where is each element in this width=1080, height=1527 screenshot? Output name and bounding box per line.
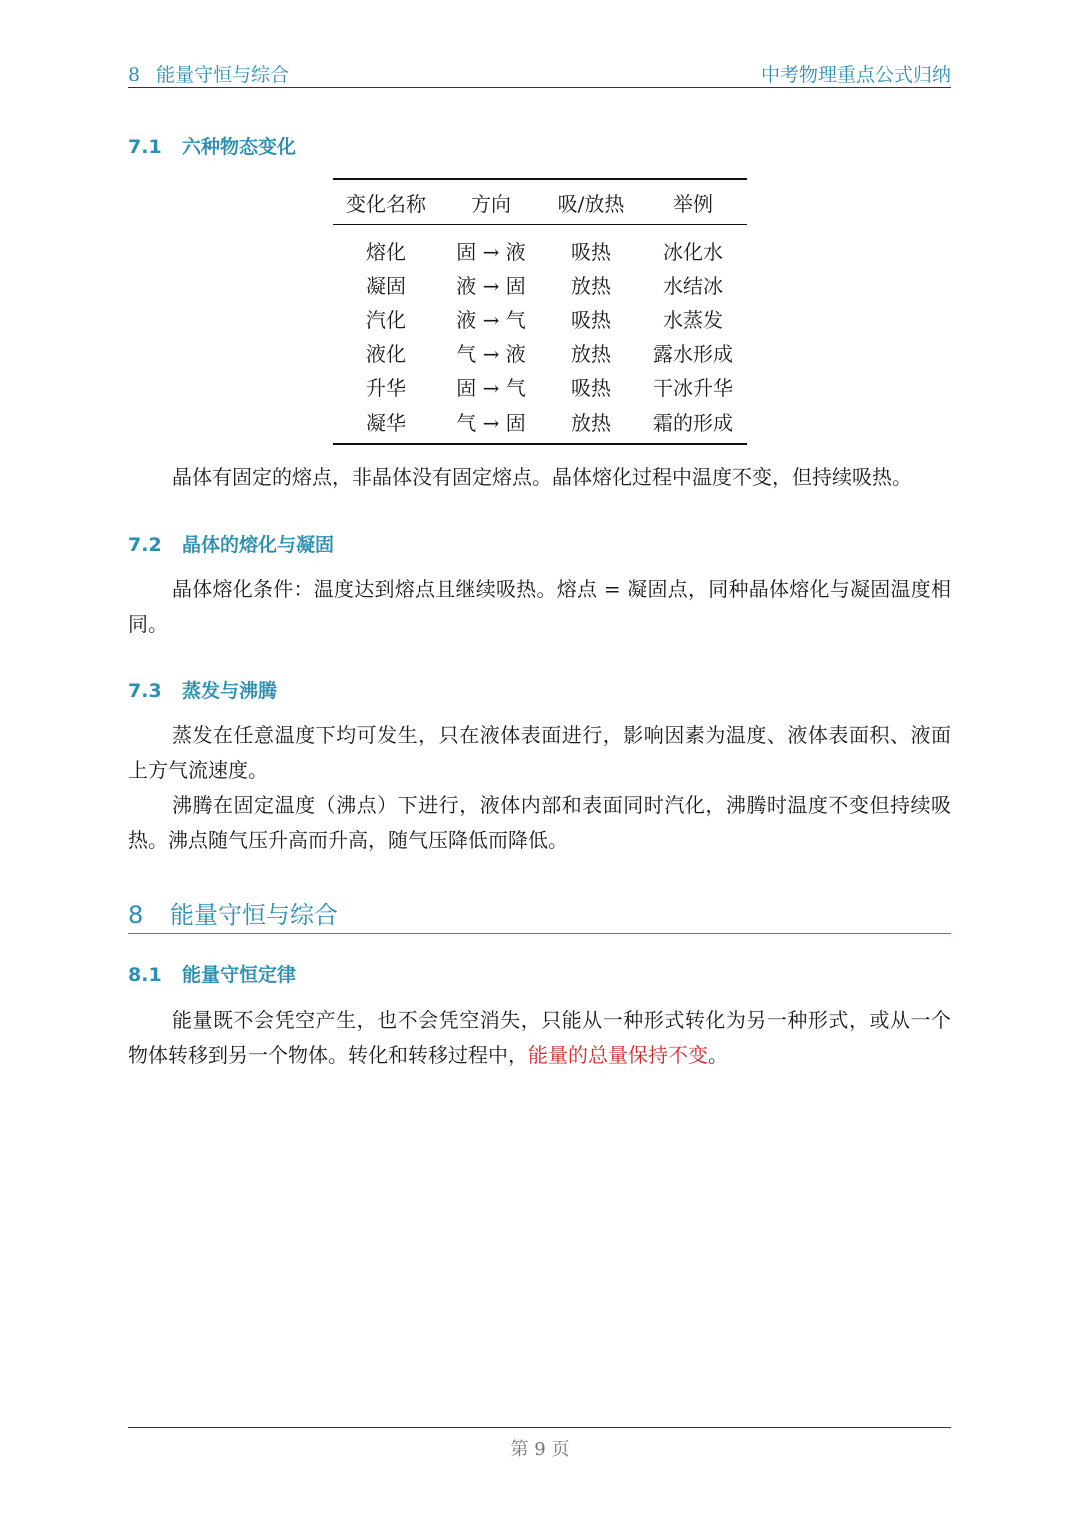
table-cell: 气 → 液 — [456, 341, 526, 366]
table-row — [333, 301, 747, 335]
table-cell: 放热 — [571, 273, 611, 298]
page-number: 第 9 页 — [510, 1439, 570, 1460]
paragraph-main-text: 能量既不会凭空产生，也不会凭空消失，只能从一种形式转化为另一种形式，或从一个物体转移到另一个物体。转化和转移过程中， — [128, 1008, 951, 1067]
heading-8-1 — [128, 960, 296, 987]
heading-title: 六种物态变化 — [182, 136, 297, 158]
table-row — [333, 225, 747, 268]
table-cell: 吸热 — [571, 375, 611, 400]
paragraph-text: 蒸发在任意温度下均可发生，只在液体表面进行，影响因素为温度、液体表面积、液面上方气流速度。 — [128, 723, 951, 782]
table-cell: 放热 — [543, 403, 639, 444]
table-cell: 气 → 固 — [439, 403, 543, 444]
heading-number: 8 — [128, 901, 144, 929]
highlighted-text: 能量的总量保持不变 — [528, 1043, 708, 1067]
table-cell: 液化 — [366, 341, 406, 366]
paragraph-7-3 — [128, 718, 951, 858]
table-row — [333, 335, 747, 369]
column-header: 变化名称 — [333, 179, 439, 225]
heading-number: 7.3 — [128, 680, 162, 702]
table-cell: 霜的形成 — [639, 403, 747, 444]
paragraph-text: 晶体有固定的熔点，非晶体没有固定熔点。晶体熔化过程中温度不变，但持续吸热。 — [172, 465, 912, 489]
heading-number: 7.2 — [128, 534, 162, 556]
phase-change-table — [333, 178, 747, 445]
heading-title: 能量守恒与综合 — [170, 901, 338, 929]
column-header: 举例 — [639, 179, 747, 225]
table-row — [333, 403, 747, 444]
section-divider — [128, 933, 951, 934]
paragraph-7-1 — [128, 460, 951, 495]
table-cell: 吸热 — [571, 307, 611, 332]
heading-title: 晶体的熔化与凝固 — [182, 534, 335, 556]
table-cell: 水蒸发 — [663, 307, 723, 332]
section-heading-8 — [128, 895, 338, 930]
running-header — [128, 58, 951, 86]
table-cell: 升华 — [366, 375, 406, 400]
table-cell: 熔化 — [366, 239, 406, 264]
table-cell: 汽化 — [366, 307, 406, 332]
paragraph-8-1 — [128, 1003, 951, 1073]
heading-number: 7.1 — [128, 136, 162, 158]
table-row — [333, 267, 747, 301]
header-chapter-number: 8 — [128, 64, 141, 86]
table-cell: 水结冰 — [663, 273, 723, 298]
table-cell: 固 → 气 — [456, 375, 526, 400]
heading-title: 能量守恒定律 — [182, 964, 297, 986]
table-cell: 吸热 — [571, 239, 611, 264]
header-divider — [128, 87, 951, 88]
header-chapter-title: 能量守恒与综合 — [156, 64, 290, 86]
table-cell: 露水形成 — [653, 341, 733, 366]
table-cell: 固 → 液 — [456, 239, 526, 264]
column-header: 吸/放热 — [543, 179, 639, 225]
header-document-title: 中考物理重点公式归纳 — [760, 64, 951, 86]
paragraph-text: 沸腾在固定温度（沸点）下进行，液体内部和表面同时汽化，沸腾时温度不变但持续吸热。沸点随气压升高而升高，随气压降低而降低。 — [128, 793, 951, 852]
footer-divider — [128, 1427, 951, 1428]
column-header: 方向 — [439, 179, 543, 225]
header-chapter — [128, 60, 289, 87]
heading-7-3 — [128, 676, 277, 703]
paragraph-end-punctuation: 。 — [708, 1043, 728, 1067]
table-cell: 干冰升华 — [653, 375, 733, 400]
table-cell: 凝华 — [333, 403, 439, 444]
heading-number: 8.1 — [128, 964, 162, 986]
paragraph-7-2 — [128, 572, 951, 642]
paragraph-text: 晶体熔化条件：温度达到熔点且继续吸热。熔点 = 凝固点，同种晶体熔化与凝固温度相同。 — [128, 577, 951, 636]
heading-7-2 — [128, 530, 334, 557]
heading-7-1 — [128, 132, 296, 159]
table-cell: 放热 — [571, 341, 611, 366]
table-cell: 液 → 气 — [456, 307, 526, 332]
table-cell: 凝固 — [366, 273, 406, 298]
table-row — [333, 369, 747, 403]
paragraph-text — [128, 1003, 951, 1073]
table-header-row — [333, 179, 747, 225]
heading-title: 蒸发与沸腾 — [182, 680, 278, 702]
table-cell: 液 → 固 — [456, 273, 526, 298]
table-cell: 冰化水 — [663, 239, 723, 264]
